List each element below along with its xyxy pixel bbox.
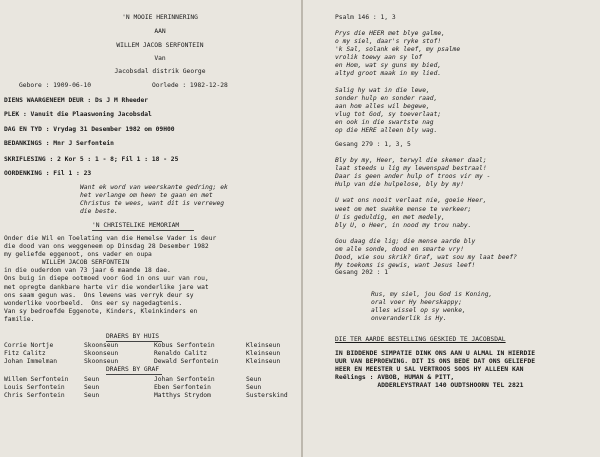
burial-notice: DIE TER AARDE BESTELLING GESKIED TE JACOBSDAL [335, 336, 506, 343]
hymn2-text: Rus, my siel, jou God is Koning, oral voer Hy heerskappy; alles wissel op sy wenke, onveranderlik is Hy. [371, 291, 493, 323]
heading-aan: AAN [154, 28, 166, 35]
pallbearers-house-heading: DRAERS BY HUIS [106, 333, 160, 340]
right-page [303, 0, 600, 457]
thanks-info: BEDANKINGS : Mnr J Serfontein [4, 140, 114, 147]
scripture-info: SKRIFLESING : 2 Kor 5 : 1 - 8; Fil 1 : 18 - 25 [4, 156, 179, 163]
service-info: DIENS WAARGENEEM DEUR : Ds J M Rheeder [4, 97, 149, 104]
residence: Jacobsdal distrik George [114, 68, 206, 75]
pallbearers-house-table [4, 342, 300, 366]
grave-heading-underline [106, 374, 162, 375]
table-row: Chris Serfontein Seun Matthys Strydom Susterskind [4, 392, 288, 399]
table-row: Willem Serfontein Seun Johan Serfontein Seun [4, 376, 262, 383]
pallbearers-grave-heading: DRAERS BY GRAF [106, 366, 160, 373]
date-time-info: DAG EN TYD : Vrydag 31 Desember 1982 om 09H00 [4, 126, 175, 133]
table-row: Fitz Calitz Skoonseun Renaldo Calitz Kleinseun [4, 350, 281, 357]
memoriam-underline [92, 230, 194, 231]
heading-van: Van [154, 55, 166, 62]
birth-date: Gebore : 1909-06-10 [19, 82, 92, 89]
death-date: Oorlede : 1982-12-28 [152, 82, 228, 89]
sermon-info: OORDENKING : Fil 1 : 23 [4, 170, 92, 177]
pallbearers-grave-table [4, 376, 300, 400]
hymn1-text: Bly by my, Heer, terwyl die skemer daal; laat steeds u lig my lewenspad bestraal! Daar is geen ander hulp of troos vir my - Hulp van die hulpelose, bly by my! U wat ons nooit verlaat nie, goeie Heer, weet om met swakke mense te verkeer; U is geduldig, en met medely, bly U, o Heer, in nood my trou naby. Gou daag die lig; die mense aarde bly om alle sonde, dood en smarte vry! Dood, wie sou skrik? Graf, wat sou my laat beef? My toekoms is gewis, want Jesus leef! [335, 157, 517, 270]
closing-notice: IN BIDDENDE SIMPATIE DINK ONS AAN U ALMAL IN HIERDIE UUR VAN BEPROEWING. DIT IS ONS BEDE DAT ONS GELIEFDE HEER EN MEESTER U SAL VERTROOS SOOS HY ALLEEN KAN Reëlings : AVBOB, HUMAN & PITT, ADDERLEYSTRAAT 140 OUDTSHOORN TEL 2821 [335, 349, 536, 390]
psalm-text: Prys die HEER met blye galme, o my siel, daar's ryke stof! 'k Sal, solank ek leef, my psalme vrolik toewy aan sy lof en Hom, wat sy guns my bied, altyd groot maak in my lied. Salig hy wat in die lewe, sonder hulp en sonder raad, aan hom alles wil begewe, vlug tot God, sy toeverlaat; en ook in die swartste nag op die HERE alleen bly wag. [335, 30, 461, 135]
sermon-quote: Want ek word van weerskante gedring; ek het verlange om heen te gaan en met Christus te wees, want dit is verreweg die beste. [80, 184, 228, 216]
place-info: PLEK : Vanuit die Plaaswoning Jacobsdal [4, 111, 152, 118]
memoriam-title: 'N CHRISTELIKE MEMORIAM [92, 222, 180, 229]
table-row: Louis Serfontein Seun Eben Serfontein Seun [4, 384, 262, 391]
heading-memory: 'N MOOIE HERINNERING [122, 14, 198, 21]
table-row: Johan Immelman Skoonseun Dewald Serfontein Kleinseun [4, 358, 281, 365]
memoriam-text: Onder die Wil en Toelating van die Hemelse Vader is deur die dood van ons weggeneem op Dinsdag 28 Desember 1982 my geliefde eggenoot, ons vader en oupa WILLEM JACOB SERFONTEIN in die ouderdom van 73 jaar 6 maande 18 dae. Ons buig in diepe ootmoed voor God in ons uur van rou, met opregte dankbare harte vir die wonderlike jare wat ons saam gegun was. Ons lewens was verryk deur sy wonderlike voorbeeld. Ons eer sy nagedagtenis. Van sy bedroefde Eggenote, Kinders, Kleinkinders en familie. [4, 235, 217, 323]
psalm-reference: Psalm 146 : 1, 3 [335, 14, 396, 21]
hymn1-reference: Gesang 279 : 1, 3, 5 [335, 141, 411, 148]
hymn2-reference: Gesang 202 : 1 [335, 269, 389, 276]
table-row: Corrie Nortje Skoonseun Kobus Serfontein Kleinseun [4, 342, 281, 349]
deceased-name: WILLEM JACOB SERFONTEIN [116, 42, 204, 49]
